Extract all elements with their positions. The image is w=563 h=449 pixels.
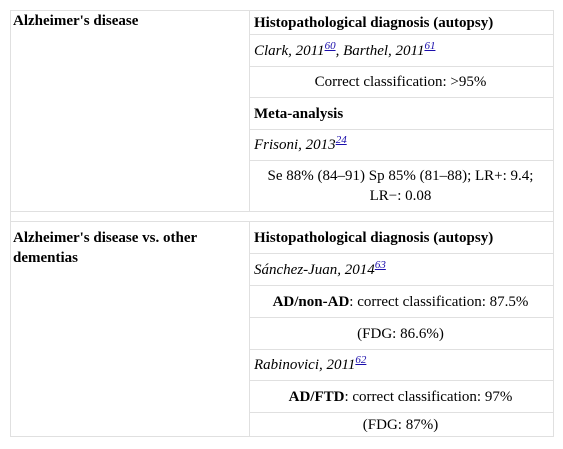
evidence-table — [10, 10, 554, 437]
citation-text: Sánchez-Juan, 2014 — [254, 261, 375, 278]
table-row — [11, 11, 554, 35]
row-label-ad-vs-other-dementias: Alzheimer's disease vs. other dementias — [11, 222, 250, 437]
reference-link[interactable]: 60 — [324, 39, 336, 52]
citation-cell — [250, 35, 554, 67]
reference-link[interactable]: 63 — [374, 258, 386, 271]
citation-cell — [250, 254, 554, 286]
reference-link[interactable]: 24 — [335, 134, 347, 146]
result-cell: Correct classification: >95% — [250, 67, 554, 98]
comparison-label: AD/FTD — [288, 388, 345, 405]
citation-text: Rabinovici, 2011 — [254, 357, 356, 373]
method-heading: Meta-analysis — [250, 98, 554, 130]
section-spacer — [11, 212, 554, 222]
reference-link[interactable]: 62 — [355, 354, 367, 366]
method-heading: Histopathological diagnosis (autopsy) — [250, 11, 554, 35]
comparison-label: AD/non-AD — [272, 293, 350, 310]
result-cell: Se 88% (84–91) Sp 85% (81–88); LR+: 9.4; LR−: 0.08 — [250, 161, 554, 212]
result-cell — [250, 286, 554, 318]
method-heading: Histopathological diagnosis (autopsy) — [250, 222, 554, 254]
result-text: : correct classification: 97% — [344, 388, 513, 405]
result-cell — [250, 381, 554, 413]
result-cell: (FDG: 86.6%) — [250, 318, 554, 350]
row-label-alzheimers-disease: Alzheimer's disease — [11, 11, 250, 212]
reference-link[interactable]: 61 — [424, 39, 436, 52]
result-text: : correct classification: 87.5% — [349, 293, 529, 310]
citation-cell — [250, 350, 554, 381]
citation-text: , Barthel, 2011 — [335, 42, 425, 59]
citation-cell — [250, 130, 554, 161]
citation-text: Clark, 2011 — [254, 42, 325, 59]
citation-text: Frisoni, 2013 — [254, 137, 336, 153]
table-row — [11, 222, 554, 254]
result-cell: (FDG: 87%) — [250, 413, 554, 437]
